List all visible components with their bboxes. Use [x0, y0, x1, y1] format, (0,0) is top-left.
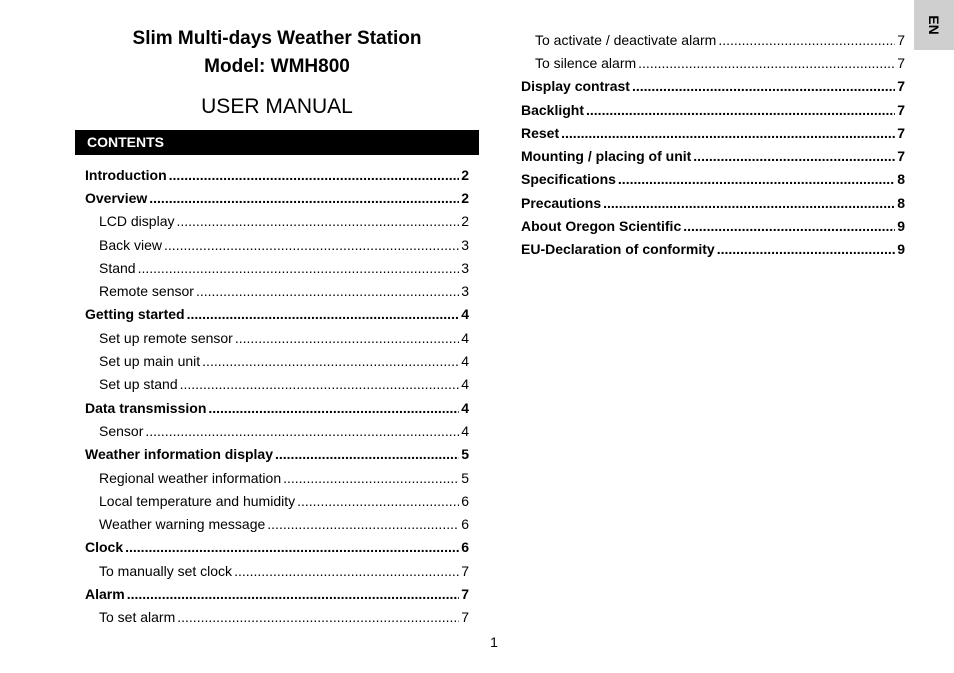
toc-entry[interactable] [85, 186, 469, 209]
model-label: Model: [204, 56, 266, 77]
toc-entry-page: 7 [461, 562, 469, 579]
toc-entry-page: 4 [461, 353, 469, 370]
manual-title: Slim Multi-days Weather Station [132, 28, 422, 49]
toc-entry[interactable] [85, 303, 469, 326]
dot-leader [208, 400, 459, 416]
toc-entry-page: 7 [461, 609, 469, 626]
toc-entry-page: 2 [461, 166, 469, 183]
toc-entry-label: Remote sensor [99, 283, 194, 300]
toc-entry-label: Specifications [521, 171, 616, 188]
toc-entry-page: 9 [897, 218, 905, 235]
toc-entry[interactable] [85, 326, 469, 349]
toc-entry-page: 4 [461, 376, 469, 393]
toc-entry-label: Sensor [99, 422, 144, 439]
dot-leader [180, 376, 459, 392]
manual-subtitle: USER MANUAL [201, 95, 353, 118]
dot-leader [267, 516, 459, 532]
toc-left-column [85, 163, 469, 629]
toc-entry[interactable] [521, 28, 905, 51]
toc-entry[interactable] [85, 512, 469, 535]
toc-entry[interactable] [85, 396, 469, 419]
toc-entry-label: EU-Declaration of conformity [521, 241, 715, 258]
language-tab-label: EN [926, 15, 942, 35]
toc-entry[interactable] [85, 606, 469, 629]
dot-leader [683, 218, 895, 234]
toc-entry-page: 6 [461, 516, 469, 533]
dot-leader [164, 237, 459, 253]
toc-entry[interactable] [521, 214, 905, 237]
dot-leader [125, 539, 459, 555]
toc-entry-page: 2 [461, 189, 469, 206]
toc-entry-page: 8 [897, 171, 905, 188]
toc-entry[interactable] [85, 210, 469, 233]
dot-leader [638, 55, 895, 71]
toc-entry-label: Stand [99, 259, 136, 276]
toc-entry-label: Backlight [521, 101, 585, 118]
toc-entry-label: LCD display [99, 213, 175, 230]
dot-leader [717, 241, 895, 257]
toc-entry-page: 8 [897, 194, 905, 211]
toc-entry-page: 3 [461, 283, 469, 300]
toc-entry-page: 6 [461, 539, 469, 556]
toc-entry-page: 4 [461, 306, 469, 323]
language-tab [914, 0, 954, 50]
toc-entry-page: 9 [897, 241, 905, 258]
toc-entry[interactable] [85, 489, 469, 512]
page-number: 1 [490, 634, 498, 650]
dot-leader [127, 586, 459, 602]
toc-entry-label: Back view [99, 236, 163, 253]
toc-entry[interactable] [521, 238, 905, 261]
toc-entry[interactable] [521, 51, 905, 74]
toc-entry-label: About Oregon Scientific [521, 218, 682, 235]
dot-leader [177, 609, 459, 625]
toc-entry-label: To silence alarm [535, 54, 637, 71]
toc-entry[interactable] [521, 75, 905, 98]
contents-heading: CONTENTS [75, 130, 479, 155]
toc-entry-page: 5 [461, 469, 469, 486]
toc-entry[interactable] [85, 349, 469, 372]
toc-entry[interactable] [85, 373, 469, 396]
toc-entry[interactable] [521, 191, 905, 214]
dot-leader [618, 171, 895, 187]
model-value: WMH800 [270, 56, 350, 77]
toc-entry-page: 4 [461, 399, 469, 416]
dot-leader [138, 260, 459, 276]
toc-entry-page: 3 [461, 259, 469, 276]
toc-entry[interactable] [85, 419, 469, 442]
toc-entry-page: 4 [461, 329, 469, 346]
toc-entry-page: 7 [461, 585, 469, 602]
toc-entry-page: 6 [461, 492, 469, 509]
toc-entry-page: 4 [461, 422, 469, 439]
toc-entry[interactable] [85, 233, 469, 256]
toc-entry-label: Introduction [85, 166, 167, 183]
toc-entry-page: 7 [897, 124, 905, 141]
dot-leader [196, 283, 459, 299]
toc-entry[interactable] [85, 466, 469, 489]
toc-entry[interactable] [85, 536, 469, 559]
toc-entry-label: Weather information display [85, 446, 273, 463]
toc-entry[interactable] [521, 144, 905, 167]
dot-leader [169, 167, 459, 183]
dot-leader [632, 78, 895, 94]
toc-entry-label: To set alarm [99, 609, 176, 626]
toc-entry-label: Overview [85, 189, 148, 206]
dot-leader [187, 306, 459, 322]
toc-entry-label: Display contrast [521, 78, 630, 95]
toc-entry-label: Reset [521, 124, 560, 141]
toc-entry-label: Clock [85, 539, 124, 556]
dot-leader [718, 32, 895, 48]
toc-entry-label: Local temperature and humidity [99, 492, 296, 509]
toc-entry[interactable] [85, 582, 469, 605]
toc-entry[interactable] [85, 256, 469, 279]
dot-leader [297, 493, 459, 509]
dot-leader [283, 470, 459, 486]
toc-entry-page: 2 [461, 213, 469, 230]
dot-leader [176, 213, 459, 229]
toc-entry-label: Precautions [521, 194, 602, 211]
toc-entry-page: 3 [461, 236, 469, 253]
dot-leader [145, 423, 459, 439]
dot-leader [275, 446, 459, 462]
toc-entry-label: Set up main unit [99, 353, 201, 370]
toc-entry[interactable] [85, 163, 469, 186]
toc-entry-label: Alarm [85, 585, 125, 602]
dot-leader [586, 102, 895, 118]
toc-entry-page: 7 [897, 78, 905, 95]
toc-right-column [521, 28, 905, 261]
toc-entry-label: Regional weather information [99, 469, 282, 486]
dot-leader [693, 148, 895, 164]
dot-leader [603, 195, 895, 211]
dot-leader [202, 353, 459, 369]
toc-entry[interactable] [521, 98, 905, 121]
model-line [77, 56, 477, 78]
toc-entry-label: Set up stand [99, 376, 178, 393]
toc-entry-page: 7 [897, 148, 905, 165]
toc-entry-page: 5 [461, 446, 469, 463]
toc-entry[interactable] [521, 121, 905, 144]
toc-entry-page: 7 [897, 54, 905, 71]
toc-entry[interactable] [85, 559, 469, 582]
dot-leader [561, 125, 895, 141]
toc-entry[interactable] [521, 168, 905, 191]
toc-entry-label: Mounting / placing of unit [521, 148, 692, 165]
toc-entry-label: Data transmission [85, 399, 207, 416]
toc-entry[interactable] [85, 279, 469, 302]
dot-leader [234, 563, 459, 579]
dot-leader [149, 190, 459, 206]
toc-entry-label: Set up remote sensor [99, 329, 233, 346]
toc-entry-page: 7 [897, 31, 905, 48]
toc-entry[interactable] [85, 443, 469, 466]
toc-entry-label: To manually set clock [99, 562, 233, 579]
toc-entry-label: Getting started [85, 306, 185, 323]
toc-entry-label: To activate / deactivate alarm [535, 31, 717, 48]
dot-leader [235, 330, 459, 346]
toc-entry-label: Weather warning message [99, 516, 266, 533]
toc-entry-page: 7 [897, 101, 905, 118]
